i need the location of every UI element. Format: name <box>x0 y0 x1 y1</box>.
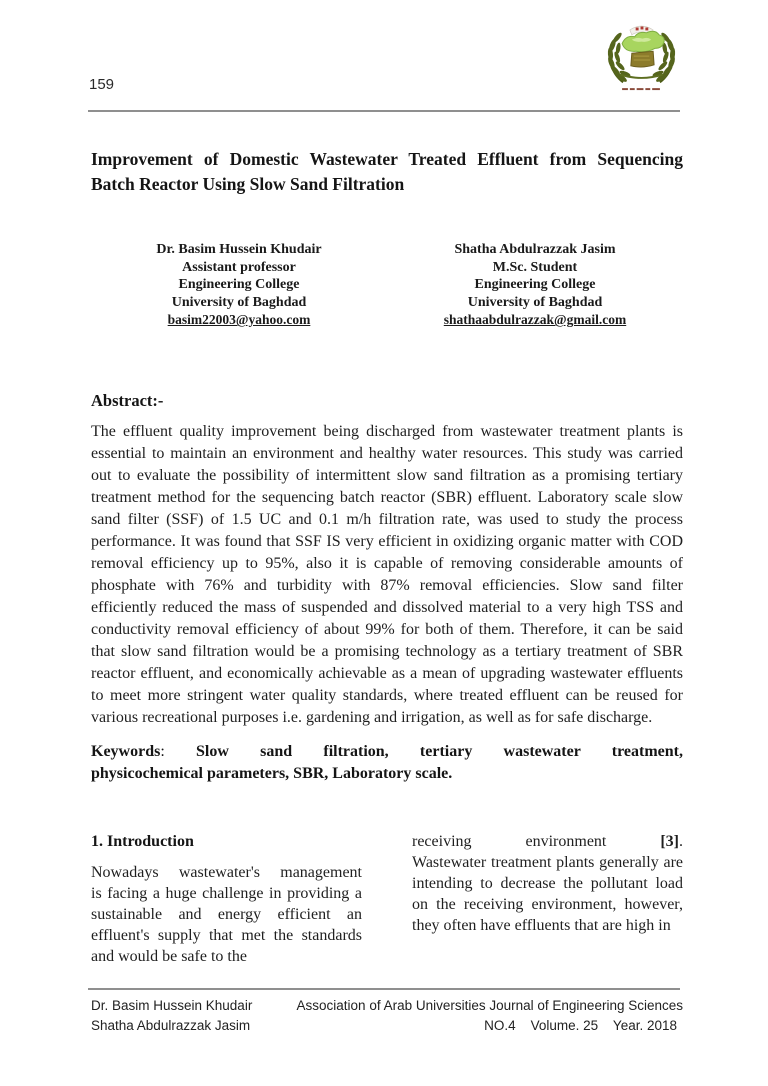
author-1-college: Engineering College <box>178 277 300 293</box>
introduction-section <box>91 831 683 967</box>
footer-author-2: Shatha Abdulrazzak Jasim <box>91 1018 251 1033</box>
intro-left-lead: Nowadays wastewater's management <box>91 863 362 881</box>
intro-right-post: . Wastewater treatment plants generally are intending to decrease the pollutant load on the receiving environment, however, they often have effluents that are high in <box>412 832 683 934</box>
author-2-name: Shatha Abdulrazzak Jasim <box>454 242 616 257</box>
abstract-heading: Abstract:- <box>91 390 164 410</box>
keywords-line <box>91 741 683 786</box>
header-divider <box>88 110 680 112</box>
intro-left-paragraph <box>91 862 362 967</box>
author-1-email-link[interactable]: basim22003@yahoo.com <box>167 312 311 328</box>
intro-left-rest: is facing a huge challenge in providing a sustainable and energy efficient an effluent's supply that met the standards and would be safe to the <box>91 884 362 965</box>
footer-journal-info <box>297 996 683 1036</box>
intro-left-column <box>91 831 362 967</box>
introduction-heading: 1. Introduction <box>91 832 194 850</box>
author-1-role: Assistant professor <box>182 259 296 275</box>
footer-authors <box>91 996 252 1036</box>
keywords-label: Keywords <box>91 742 161 760</box>
journal-logo <box>593 20 690 100</box>
intro-right-paragraph <box>412 831 683 936</box>
column-gutter <box>362 831 412 967</box>
abstract-text: The effluent quality improvement being discharged from wastewater treatment plants is essential to maintain an environment and healthy water resources. This study was carried out to evaluate the possibility of intermittent slow sand filtration as a promising tertiary treatment method for the sequencing batch reactor (SBR) effluent. Laboratory scale slow sand filter (SSF) of 1.5 UC and 0.1 m/h filtration rate, was used to study the process performance. It was found that SSF IS very efficient in oxidizing organic matter with COD removal efficiency up to 95%, also it is capable of removing considerable amounts of phosphate with 76% and turbidity with 87% removal efficiencies. Slow sand filter efficiently reduced the mass of suspended and dissolved material to a very high TSS and conductivity removal efficiency of about 99% for both of them. Therefore, it can be said that slow sand filtration would be a promising technology as a tertiary treatment of SBR reactor effluent, and economically achievable as a mean of upgrading wastewater effluents to meet more stringent water quality standards, where treated effluent can be reused for various recreational purposes i.e. gardening and irrigation, as well as for safe discharge. <box>91 422 683 726</box>
footer-journal-name: Association of Arab Universities Journal of Engineering Sciences <box>296 998 683 1013</box>
author-2-university: University of Baghdad <box>467 294 603 310</box>
author-2-email-link[interactable]: shathaabdulrazzak@gmail.com <box>443 312 627 328</box>
author-2-college: Engineering College <box>474 277 596 293</box>
author-1-university: University of Baghdad <box>171 294 307 310</box>
intro-right-pre: receiving environment <box>412 832 661 850</box>
authors-block <box>91 241 683 330</box>
footer-author-1: Dr. Basim Hussein Khudair <box>91 998 253 1013</box>
page-number: 159 <box>89 76 115 93</box>
author-2-role: M.Sc. Student <box>492 259 578 275</box>
citation-3: [3] <box>660 832 679 850</box>
arab-universities-emblem-icon <box>593 20 690 100</box>
intro-right-column <box>412 831 683 967</box>
keywords-lead-text: Slow sand filtration, tertiary wastewater treatment, <box>164 742 683 760</box>
keywords-rest-text: physicochemical parameters, SBR, Laboratory scale. <box>91 765 453 783</box>
paper-title: Improvement of Domestic Wastewater Treated Effluent from Sequencing Batch Reactor Using Slow Sand Filtration <box>91 149 683 194</box>
page-footer <box>91 996 683 1036</box>
author-block-2 <box>387 241 683 330</box>
author-block-1 <box>91 241 387 330</box>
author-1-name: Dr. Basim Hussein Khudair <box>156 242 322 257</box>
footer-issue-info: NO.4 Volume. 25 Year. 2018 <box>484 1018 677 1033</box>
footer-divider <box>88 988 680 990</box>
keywords-separator: : <box>160 742 165 760</box>
